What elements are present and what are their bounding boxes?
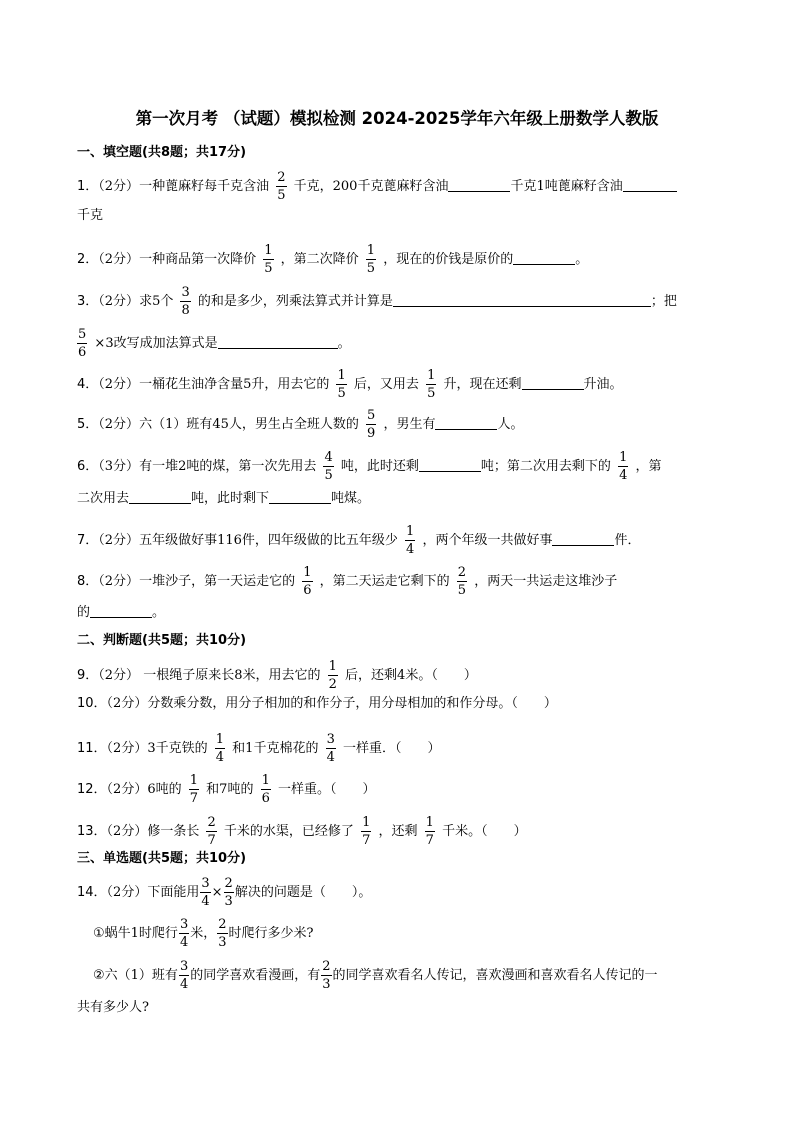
- question-number: 5．: [77, 417, 99, 432]
- fraction: $\frac{3}{4}$: [179, 959, 189, 992]
- question-number: 14．: [77, 885, 107, 900]
- question-score: （2分）: [98, 294, 140, 309]
- question-1-cont: 千克: [77, 208, 104, 223]
- fraction: $\frac{4}{5}$: [324, 450, 333, 483]
- fraction: $\frac{5}{9}$: [367, 408, 376, 441]
- question-1: 1．（2分）一种蓖麻籽每千克含油 $\frac{2}{5}$ 千克，200千克蓖麻籽含油 千克1吨蓖麻籽含油: [77, 171, 677, 202]
- fraction: $\frac{1}{5}$: [264, 243, 273, 276]
- question-score: （2分）: [106, 696, 148, 711]
- section-heading-fill-in: 一、填空题(共8题；共17分): [77, 145, 247, 160]
- question-6-cont: 二次用去 吨，此时剩下 吨煤。: [77, 491, 371, 506]
- question-8: 8．（2分）一堆沙子，第一天运走它的 $\frac{1}{6}$ ，第二天运走它剩下的 $\frac{2}{5}$ ，两天一共运走这堆沙子: [77, 565, 618, 598]
- fraction: $\frac{1}{6}$: [261, 773, 270, 806]
- page-title: 第一次月考 （试题）模拟检测 2024-2025学年六年级上册数学人教版: [135, 109, 659, 128]
- question-5: 5．（2分）六（1）班有45人，男生占全班人数的 $\frac{5}{9}$ ，男生有 人。: [77, 408, 524, 441]
- question-7: 7．（2分）五年级做好事116件，四年级做的比五年级少 $\frac{1}{4}$ ，两个年级一共做好事 件．: [77, 524, 641, 557]
- question-number: 9．: [77, 668, 99, 683]
- question-9: 9．（2分） 一根绳子原来长8米，用去它的 $\frac{1}{2}$ 后，还剩4米。（ ）: [77, 659, 477, 692]
- fraction: $\frac{2}{3}$: [218, 917, 227, 950]
- question-score: （2分）: [98, 377, 140, 392]
- answer-blank[interactable]: [513, 250, 575, 265]
- question-score: （2分）: [98, 668, 140, 683]
- answer-blank[interactable]: [435, 415, 497, 430]
- fraction: $\frac{5}{6}$: [78, 327, 87, 360]
- question-14: 14．（2分）下面能用 $\frac{3}{4}$ × $\frac{2}{3}$ 解决的问题是（ ）。: [77, 876, 372, 909]
- option-marker: ②: [93, 968, 105, 983]
- question-number: 6．: [77, 459, 99, 474]
- question-number: 11．: [77, 741, 107, 756]
- answer-blank[interactable]: [218, 334, 338, 349]
- choice-option-1[interactable]: ①蜗牛1时爬行 $\frac{3}{4}$ 米， $\frac{2}{3}$ 时爬行多少米?: [93, 917, 314, 950]
- answer-blank[interactable]: [522, 375, 584, 390]
- question-number: 4．: [77, 377, 99, 392]
- section-heading-true-false: 二、判断题(共5题；共10分): [77, 633, 247, 648]
- fraction: $\frac{2}{5}$: [277, 170, 286, 203]
- question-8-cont: 的 。: [77, 605, 166, 620]
- question-number: 7．: [77, 533, 99, 548]
- fraction: $\frac{1}{7}$: [189, 773, 199, 806]
- answer-blank[interactable]: [129, 489, 191, 504]
- choice-option-2-cont: 共有多少人?: [77, 1000, 149, 1015]
- question-number: 1．: [77, 179, 99, 194]
- fraction: $\frac{3}{4}$: [179, 917, 189, 950]
- question-number: 10．: [77, 696, 107, 711]
- option-marker: ①: [93, 926, 105, 941]
- question-3-cont: $\frac{5}{6}$ ×3改写成加法算式是 。: [78, 327, 351, 360]
- answer-blank[interactable]: [448, 177, 510, 192]
- question-score: （2分）: [98, 417, 140, 432]
- fraction: $\frac{3}{4}$: [326, 732, 335, 765]
- question-2: 2．（2分）一种商品第一次降价 $\frac{1}{5}$ ，第二次降价 $\frac{1}{5}$ ，现在的价钱是原价的 。: [77, 243, 589, 276]
- answer-blank[interactable]: [393, 292, 651, 307]
- fraction: $\frac{1}{6}$: [303, 565, 312, 598]
- fraction: $\frac{2}{3}$: [322, 959, 331, 992]
- times-sign: ×: [211, 885, 223, 900]
- question-score: （2分）: [106, 885, 148, 900]
- answer-blank[interactable]: [552, 531, 614, 546]
- question-12: 12．（2分）6吨的 $\frac{1}{7}$ 和7吨的 $\frac{1}{6}$ 一样重。（ ）: [77, 773, 376, 806]
- fraction: $\frac{2}{5}$: [457, 565, 467, 598]
- answer-blank[interactable]: [419, 457, 481, 472]
- question-score: （2分）: [98, 252, 140, 267]
- question-score: （2分）: [106, 782, 148, 797]
- question-10: 10．（2分）分数乘分数，用分子相加的和作分子，用分母相加的和作分母。（ ）: [77, 696, 557, 711]
- question-4: 4．（2分）一桶花生油净含量5升，用去它的 $\frac{1}{5}$ 后，又用去 $\frac{1}{5}$ 升，现在还剩 升油。: [77, 368, 623, 401]
- fraction: $\frac{1}{5}$: [366, 243, 376, 276]
- fraction: $\frac{1}{5}$: [337, 368, 346, 401]
- question-number: 3．: [77, 294, 99, 309]
- fraction: $\frac{1}{5}$: [427, 368, 436, 401]
- question-score: （2分）: [98, 574, 140, 589]
- fraction: $\frac{1}{7}$: [362, 815, 371, 848]
- question-11: 11．（2分）3千克铁的 $\frac{1}{4}$ 和1千克棉花的 $\frac{3}{4}$ 一样重．（ ）: [77, 732, 441, 765]
- question-score: （2分）: [98, 533, 140, 548]
- question-score: （2分）: [106, 824, 148, 839]
- choice-option-2[interactable]: ②六（1）班有 $\frac{3}{4}$ 的同学喜欢看漫画，有 $\frac{2}{3}$ 的同学喜欢看名人传记，喜欢漫画和喜欢看名人传记的一: [93, 959, 658, 992]
- question-number: 13．: [77, 824, 107, 839]
- question-3: 3．（2分）求5个 $\frac{3}{8}$ 的和是多少，列乘法算式并计算是 ；把: [77, 285, 677, 318]
- fraction: $\frac{1}{2}$: [328, 659, 337, 692]
- question-score: （2分）: [98, 179, 140, 194]
- fraction: $\frac{2}{3}$: [224, 876, 233, 909]
- answer-blank[interactable]: [623, 177, 677, 192]
- fraction: $\frac{2}{7}$: [207, 815, 216, 848]
- question-13: 13．（2分）修一条长 $\frac{2}{7}$ 千米的水渠，已经修了 $\frac{1}{7}$ ，还剩 $\frac{1}{7}$ 千米。（ ）: [77, 815, 527, 848]
- fraction: $\frac{1}{4}$: [619, 450, 628, 483]
- section-heading-single-choice: 三、单选题(共5题；共10分): [77, 851, 247, 866]
- question-number: 12．: [77, 782, 107, 797]
- question-number: 2．: [77, 252, 99, 267]
- fraction: $\frac{3}{8}$: [181, 285, 190, 318]
- question-score: （2分）: [106, 741, 148, 756]
- question-6: 6．（3分）有一堆2吨的煤，第一次先用去 $\frac{4}{5}$ 吨，此时还剩 吨；第二次用去剩下的 $\frac{1}{4}$ ，第: [77, 450, 662, 483]
- fraction: $\frac{1}{4}$: [215, 732, 225, 765]
- answer-blank[interactable]: [269, 489, 331, 504]
- question-number: 8．: [77, 574, 99, 589]
- fraction: $\frac{1}{7}$: [425, 815, 434, 848]
- answer-blank[interactable]: [90, 603, 152, 618]
- fraction: $\frac{3}{4}$: [201, 876, 210, 909]
- fraction: $\frac{1}{4}$: [406, 524, 415, 557]
- question-score: （3分）: [98, 459, 140, 474]
